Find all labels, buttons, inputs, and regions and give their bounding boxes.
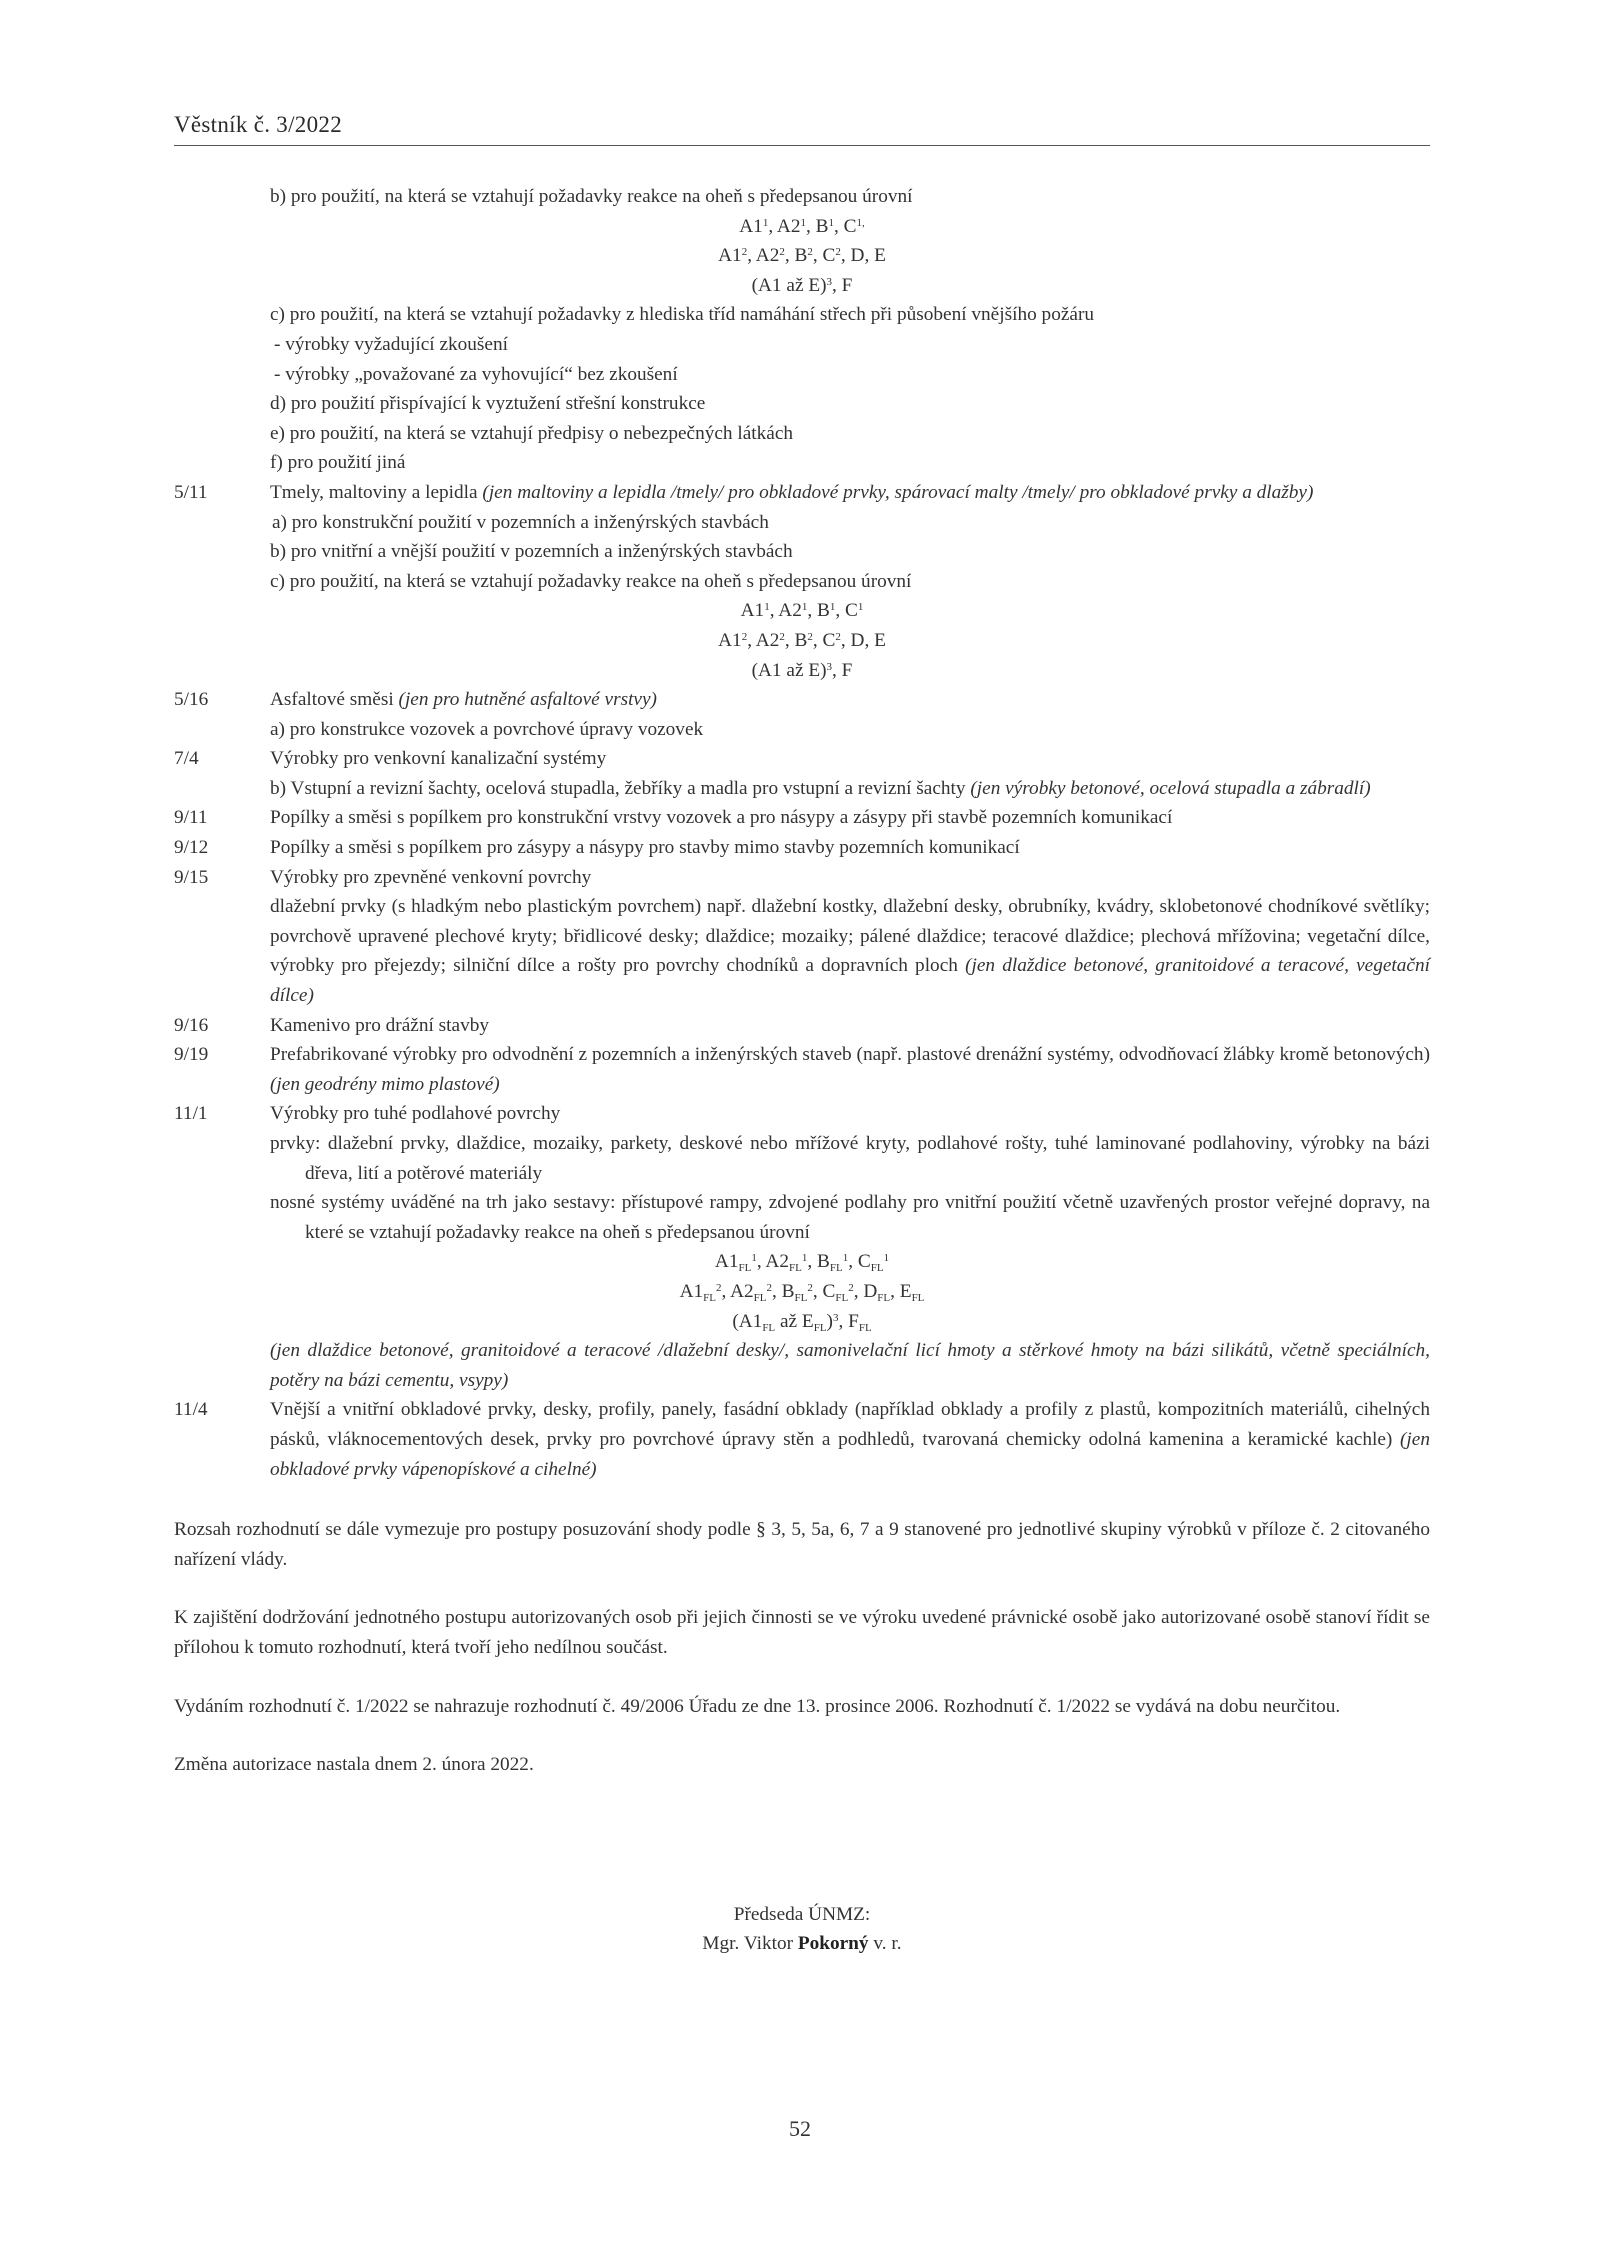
item-code: 9/11 — [174, 807, 208, 829]
item-title: Tmely, maltoviny a lepidla — [270, 481, 478, 503]
item-title: Výrobky pro venkovní kanalizační systémy — [270, 748, 607, 770]
item-code: 7/4 — [174, 748, 199, 770]
item-5-11-c: c) pro použití, na která se vztahují požadavky reakce na oheň s předepsanou úrovní — [270, 570, 912, 592]
item-title: Popílky a směsi s popílkem pro zásypy a násypy pro stavby mimo stavby pozemních komunikací — [270, 837, 1020, 859]
item-note: (jen obkladové prvky vápenopískové a cihelné) — [270, 1428, 1430, 1480]
class-line-4: $A1^1$, $A2^1$, $B^1$, $C^1$ — [740, 600, 864, 622]
item-note: (jen maltoviny a lepidla /tmely/ pro obkladové prvky, spárovací malty /tmely/ pro obkladové prvky a dlažby) — [482, 481, 1314, 503]
item-code: 11/1 — [174, 1103, 208, 1125]
item-5-16-a: a) pro konstrukce vozovek a povrchové úpravy vozovek — [270, 718, 704, 740]
signature-block — [174, 1900, 1430, 1959]
item-7-4 — [174, 744, 1430, 774]
block1-dash2: - výrobky „považované za vyhovující“ bez zkoušení — [274, 363, 678, 385]
item-11-1-note: (jen dlaždice betonové, granitoidové a teracové /dlažební desky/, samonivelační licí hmoty a stěrkové hmoty na bázi silikátů, včetně speciálních, potěry na bázi cementu, vsypy) — [270, 1340, 1430, 1391]
class-line-3: (A1 až E)$^3$, F — [751, 274, 853, 296]
item-title: Vnější a vnitřní obkladové prvky, desky, profily, panely, fasádní obklady (například obklady a profily z plastů, kompozitních materiálů, cihelných pásků, vláknocementových desek, prvky pro povrchové úpravy stěn a podhledů, tvarovaná chemicky odolná kamenina a keramické kachle) — [270, 1399, 1430, 1450]
header-divider — [174, 145, 1430, 146]
block1-c-line: c) pro použití, na která se vztahují požadavky z hlediska tříd namáhání střech při působení vnějšího požáru — [270, 304, 1095, 326]
item-code: 5/16 — [174, 689, 209, 711]
paragraph-procedure: K zajištění dodržování jednotného postupu autorizovaných osob při jejich činnosti se ve výroku uvedené právnické osobě jako autorizované osobě stanoví řídit se přílohou k tomuto rozhodnutí, která tvoří jeho nedílnou součást. — [174, 1607, 1430, 1658]
item-title: Výrobky pro tuhé podlahové povrchy — [270, 1103, 561, 1125]
block1-e-line: e) pro použití, na která se vztahují předpisy o nebezpečných látkách — [270, 422, 794, 444]
item-9-16 — [174, 1011, 1430, 1041]
item-note: (jen pro hutněné asfaltové vrstvy) — [398, 689, 657, 711]
class-line-6: (A1 až E)$^3$, F — [751, 659, 853, 681]
item-note: (jen dlaždice betonové, granitoidové a teracové, vegetační dílce) — [270, 955, 1430, 1007]
item-note: (jen výrobky betonové, ocelová stupadla a zábradlí) — [970, 777, 1371, 799]
class-line-9: ($A1_{FL}$ až $E_{FL})^3$, $F_{FL}$ — [732, 1310, 872, 1334]
item-5-11-b: b) pro vnitřní a vnější použití v pozemních a inženýrských stavbách — [270, 541, 793, 563]
document-body — [174, 182, 1430, 1959]
item-code: 9/12 — [174, 837, 209, 859]
item-code: 9/15 — [174, 866, 209, 888]
item-11-1 — [174, 1099, 1430, 1129]
item-11-1-prvky: prvky: dlažební prvky, dlaždice, mozaiky, parkety, deskové nebo mřížové kryty, podlahové rošty, tuhé laminované podlahoviny, výrobky na bázi dřeva, lití a potěrové materiály — [270, 1133, 1430, 1184]
item-9-11 — [174, 803, 1430, 833]
page-header-title: Věstník č. 3/2022 — [174, 112, 342, 137]
class-line-8: $A1_{FL}^2$, $A2_{FL}^2$, $B_{FL}^2$, $C_{FL}^2$, $D_{FL}$, $E_{FL}$ — [679, 1280, 925, 1304]
paragraph-change-date: Změna autorizace nastala dnem 2. února 2022. — [174, 1754, 534, 1776]
item-5-16 — [174, 685, 1430, 715]
block1-f-line: f) pro použití jiná — [270, 452, 406, 474]
item-note: (jen geodrény mimo plastové) — [270, 1073, 500, 1095]
block1-b-line: b) pro použití, na která se vztahují požadavky reakce na oheň s předepsanou úrovní — [270, 186, 913, 207]
item-9-15 — [174, 863, 1430, 893]
class-line-5: $A1^2$, $A2^2$, $B^2$, $C^2$, D, E — [718, 629, 886, 651]
item-code: 11/4 — [174, 1399, 208, 1421]
signature-name: Mgr. Viktor Pokorný v. r. — [702, 1933, 902, 1955]
item-title: Prefabrikované výrobky pro odvodnění z pozemních a inženýrských staveb (např. plastové drenážní systémy, odvodňovací žlábky kromě betonových) — [270, 1044, 1430, 1066]
page-number: 52 — [789, 2116, 811, 2141]
paragraph-replacement: Vydáním rozhodnutí č. 1/2022 se nahrazuje rozhodnutí č. 49/2006 Úřadu ze dne 13. prosince 2006. Rozhodnutí č. 1/2022 se vydává na dobu neurčitou. — [174, 1695, 1341, 1717]
item-title: Asfaltové směsi — [270, 689, 394, 711]
item-code: 5/11 — [174, 481, 208, 503]
item-11-4 — [174, 1395, 1430, 1484]
item-title: Popílky a směsi s popílkem pro konstrukční vrstvy vozovek a pro násypy a zásypy při stavbě pozemních komunikací — [270, 807, 1173, 829]
item-code: 9/19 — [174, 1044, 209, 1066]
item-7-4-b: b) Vstupní a revizní šachty, ocelová stupadla, žebříky a madla pro vstupní a revizní šachty (jen výrobky betonové, ocelová stupadla a zábradlí) — [270, 777, 1371, 799]
item-5-11 — [174, 478, 1430, 508]
item-5-11-a: a) pro konstrukční použití v pozemních a inženýrských stavbách — [272, 511, 769, 533]
item-9-19 — [174, 1040, 1430, 1099]
block1-d-line: d) pro použití přispívající k vyztužení střešní konstrukce — [270, 393, 706, 415]
paragraph-scope: Rozsah rozhodnutí se dále vymezuje pro postupy posuzování shody podle § 3, 5, 5a, 6, 7 a 9 stanovené pro jednotlivé skupiny výrobků v příloze č. 2 citovaného nařízení vlády. — [174, 1519, 1430, 1570]
item-title: Výrobky pro zpevněné venkovní povrchy — [270, 866, 592, 888]
block1-dash1: - výrobky vyžadující zkoušení — [274, 333, 508, 355]
item-11-1-nosne: nosné systémy uváděné na trh jako sestavy: přístupové rampy, zdvojené podlahy pro vnitřní použití včetně uzavřených prostor veřejné dopravy, na které se vztahují požadavky reakce na oheň s předepsanou úrovní — [270, 1192, 1430, 1243]
class-line-2: $A1^2$, $A2^2$, $B^2$, $C^2$, D, E — [718, 245, 886, 267]
class-line-7: $A1_{FL}^1$, $A2_{FL}^1$, $B_{FL}^1$, $C_{FL}^1$ — [714, 1251, 890, 1275]
item-title: Kamenivo pro drážní stavby — [270, 1014, 489, 1036]
item-9-12 — [174, 833, 1430, 863]
signature-role: Předseda ÚNMZ: — [733, 1903, 871, 1925]
class-line-1: $A1^1$, $A2^1$, $B^1$, $C^{1,}$ — [739, 215, 865, 237]
item-code: 9/16 — [174, 1014, 209, 1036]
item-9-15-detail: dlažební prvky (s hladkým nebo plastickým povrchem) např. dlažební kostky, dlažební desky, obrubníky, kvádry, sklobetonové chodníkové světlíky; povrchově upravené plechové kryty; břidlicové desky; dlaždice; mozaiky; pálené dlaždice; teracové dlaždice; plechová mřížovina; vegetační dílce, výrobky pro přejezdy; silniční dílce a rošty pro povrchy chodníků a dopravních ploch (jen dlaždice betonové, granitoidové a teracové, vegetační dílce) — [270, 896, 1430, 1007]
